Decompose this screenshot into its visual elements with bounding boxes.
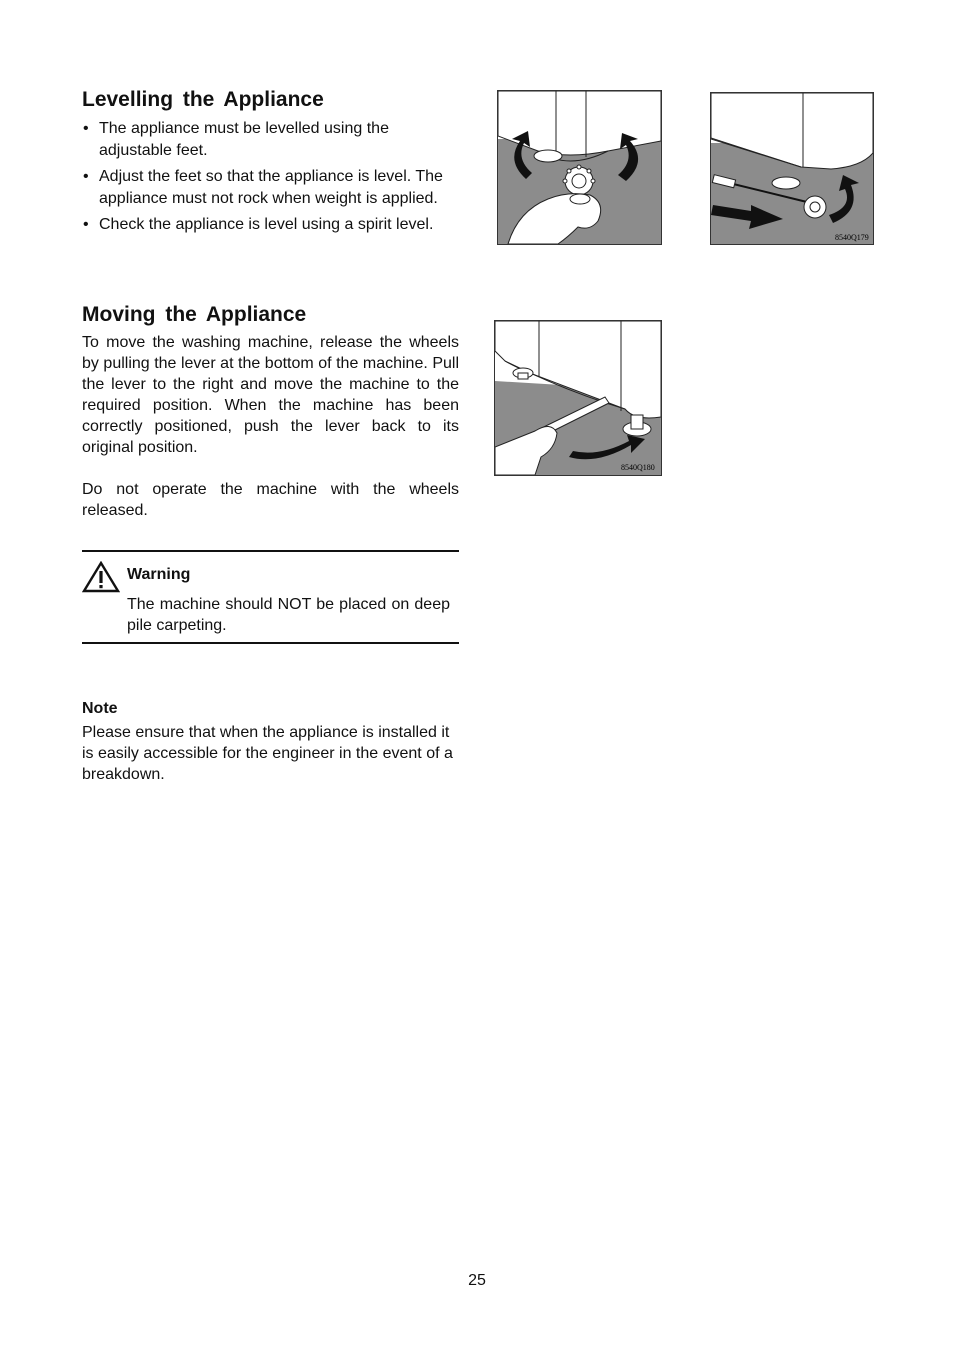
warning-text: The machine should NOT be placed on deep pile carpeting. [127, 596, 450, 634]
list-item: • Check the appliance is level using a spirit level. [83, 216, 434, 233]
levelling-list [82, 118, 459, 236]
warning-triangle-icon [82, 561, 120, 593]
moving-paragraph-1: To move the washing machine, release the wheels by pulling the lever at the bottom of the machine. Pull the lever to the right and move the machine to the required position. When the machine has been correctly positioned, push the lever back to its original position. [82, 334, 459, 456]
figure-wheel-lever [494, 320, 662, 476]
levelling-section [82, 88, 459, 240]
list-item-text: The appliance must be levelled using the adjustable feet. [99, 120, 389, 159]
figure-screwdriver [710, 92, 874, 245]
moving-heading: Moving the Appliance [82, 303, 307, 326]
figure-code-1: 8540Q179 [835, 233, 869, 242]
moving-section [82, 303, 459, 521]
adjust-feet-illustration [498, 91, 661, 244]
warning-box [82, 550, 459, 644]
list-item-text: Check the appliance is level using a spirit level. [99, 216, 434, 233]
screwdriver-illustration [711, 93, 873, 244]
note-text: Please ensure that when the appliance is installed it is easily accessible for the engineer in the event of a breakdown. [82, 724, 453, 783]
moving-paragraph-2: Do not operate the machine with the wheels released. [82, 481, 459, 519]
page-number: 25 [468, 1272, 486, 1289]
list-item: • Adjust the feet so that the appliance is level. The appliance must not rock when weight is applied. [83, 168, 443, 207]
list-item: • The appliance must be levelled using the adjustable feet. [83, 120, 389, 159]
note-section [82, 699, 459, 785]
figure-adjust-feet [497, 90, 662, 245]
levelling-heading: Levelling the Appliance [82, 88, 324, 111]
warning-title: Warning [127, 566, 191, 583]
wheel-lever-illustration [495, 321, 661, 475]
figure-code-2: 8540Q180 [621, 463, 655, 472]
list-item-text: Adjust the feet so that the appliance is level. The appliance must not rock when weight is applied. [99, 168, 443, 207]
note-title: Note [82, 700, 118, 717]
